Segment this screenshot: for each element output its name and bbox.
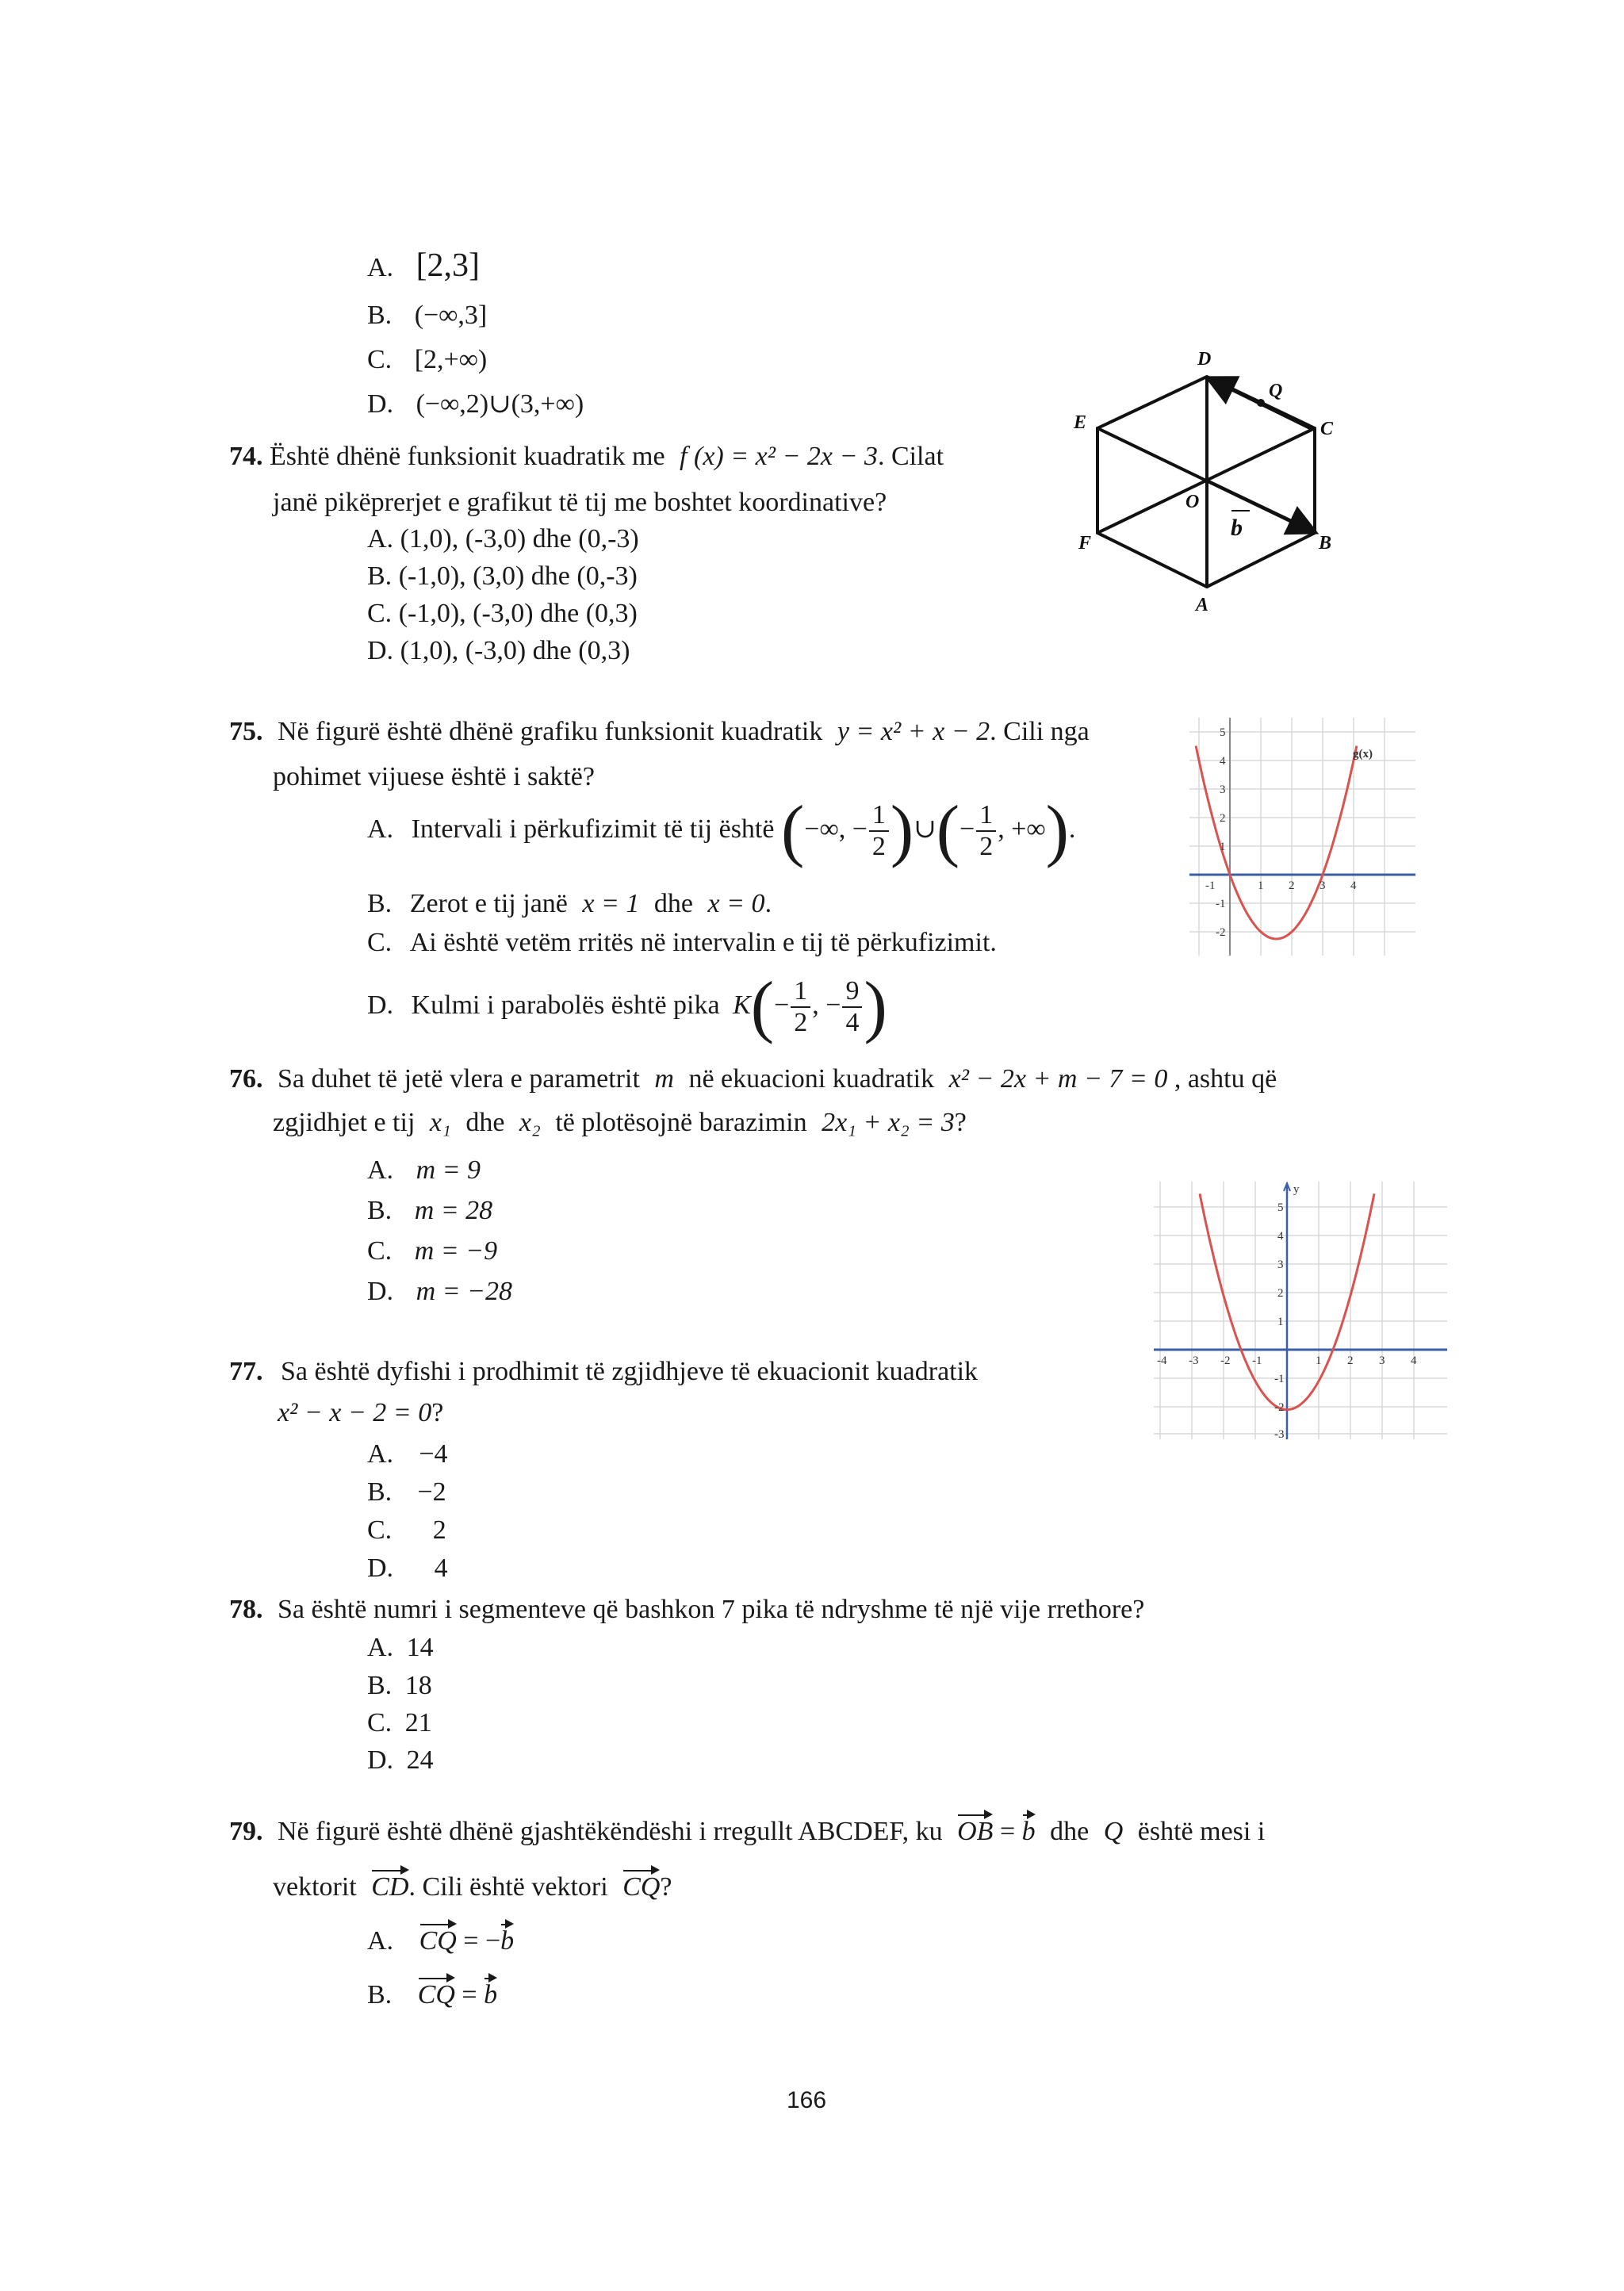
tick-y: 4 xyxy=(1277,1230,1284,1243)
q77-option-b: B. −2 xyxy=(367,1477,446,1507)
q75-option-b: B. Zerot e tij janë x = 1 dhe x = 0. xyxy=(367,889,772,918)
q73-option-c: C. [2,+∞) xyxy=(367,345,488,374)
q75-option-a: A. Intervali i përkufizimit të tij është (−∞, − $\frac{1}{2}$ )∪(− $\frac{1}{2}$ , +∞). xyxy=(367,792,1076,869)
tick-y: 4 xyxy=(1220,755,1226,768)
tick-x: 3 xyxy=(1379,1354,1385,1367)
tick-y: 5 xyxy=(1220,726,1226,739)
tick-x: -2 xyxy=(1220,1354,1231,1367)
q75-stem-line2: pohimet vijuese është i saktë? xyxy=(273,762,595,791)
q77-equation: x² − x − 2 = 0? xyxy=(278,1398,444,1427)
label-b: B xyxy=(1319,533,1332,554)
graph-gx-label: g(x) xyxy=(1353,748,1373,760)
graph-2-grid xyxy=(1154,1182,1447,1439)
label-d: D xyxy=(1197,349,1212,370)
q79-stem-line2: vektorit CD. Cili është vektori CQ? xyxy=(273,1872,672,1902)
tick-x: 2 xyxy=(1289,879,1295,892)
tick-x: -1 xyxy=(1205,879,1216,892)
tick-x: 1 xyxy=(1316,1354,1322,1367)
q76-option-a: A. m = 9 xyxy=(367,1155,481,1185)
q74-option-d: D. (1,0), (-3,0) dhe (0,3) xyxy=(367,636,630,665)
label-a: A xyxy=(1196,595,1209,615)
q76-option-d: D. m = −28 xyxy=(367,1277,513,1306)
q77-option-a: A. −4 xyxy=(367,1439,448,1469)
tick-x: 1 xyxy=(1258,879,1264,892)
q78-option-b: B. 18 xyxy=(367,1671,432,1700)
q76-option-b: B. m = 28 xyxy=(367,1196,493,1225)
tick-x: -1 xyxy=(1252,1354,1262,1367)
hexagon-figure xyxy=(1063,341,1364,626)
q77-option-d: D. 4 xyxy=(367,1554,448,1583)
tick-y: 5 xyxy=(1277,1201,1284,1214)
tick-x: 4 xyxy=(1411,1354,1417,1367)
tick-y: -2 xyxy=(1216,926,1226,939)
label-b-vector: b xyxy=(1231,515,1243,541)
q77-stem: 77. Sa është dyfishi i prodhimit të zgjidhjeve të ekuacionit kuadratik xyxy=(229,1357,979,1386)
tick-y: 2 xyxy=(1277,1287,1284,1300)
q77-option-c: C. 2 xyxy=(367,1515,446,1545)
graph-2-y-label: y xyxy=(1293,1183,1300,1196)
point-q xyxy=(1257,399,1265,407)
tick-y: 1 xyxy=(1220,841,1226,853)
tick-y: -3 xyxy=(1274,1428,1285,1439)
tick-x: 2 xyxy=(1347,1354,1354,1367)
label-c: C xyxy=(1320,419,1334,439)
tick-x: 3 xyxy=(1320,879,1326,892)
tick-x: 4 xyxy=(1350,879,1357,892)
hexagon-outline xyxy=(1097,377,1315,587)
q75-option-d: D. Kulmi i parabolës është pika K(− $\frac{1}{2}$ , − $\frac{9}{4}$ ) xyxy=(367,968,887,1045)
q75-option-c: C. Ai është vetëm rritës në intervalin e tij të përkufizimit. xyxy=(367,928,997,957)
vector-ob-arrow xyxy=(1207,481,1313,531)
q78-stem: 78. Sa është numri i segmenteve që bashkon 7 pika të ndryshme të një vije rrethore? xyxy=(229,1595,1145,1624)
q75-stem: 75. Në figurë është dhënë grafiku funksionit kuadratik y = x² + x − 2. Cili nga xyxy=(229,717,1090,746)
q79-option-a: A. CQ = −b xyxy=(367,1926,515,1956)
tick-y: -1 xyxy=(1216,898,1226,910)
label-f: F xyxy=(1078,533,1092,554)
q79-option-b: B. CQ = b xyxy=(367,1980,498,2009)
q73-option-d: D. (−∞,2)∪(3,+∞) xyxy=(367,389,584,419)
q76-option-c: C. m = −9 xyxy=(367,1236,498,1266)
q74-option-a: A. (1,0), (-3,0) dhe (0,-3) xyxy=(367,524,639,554)
q78-option-c: C. 21 xyxy=(367,1708,432,1737)
q78-option-d: D. 24 xyxy=(367,1745,434,1775)
q76-stem-line2: zgjidhjet e tij x₁ dhe x₂ të plotësojnë barazimin 2x₁ + x₂ = 3? xyxy=(273,1108,967,1137)
label-q: Q xyxy=(1269,381,1283,401)
q79-stem: 79. Në figurë është dhënë gjashtëkëndëshi i rregullt ABCDEF, ku OB = b dhe Q është mesi i xyxy=(229,1817,1266,1846)
tick-y: 2 xyxy=(1220,812,1226,825)
tick-y: 3 xyxy=(1277,1259,1284,1271)
tick-y: 1 xyxy=(1277,1316,1284,1328)
q78-option-a: A. 14 xyxy=(367,1633,434,1662)
graph-gx xyxy=(1189,718,1415,956)
q74-option-c: C. (-1,0), (-3,0) dhe (0,3) xyxy=(367,599,638,628)
q73-option-b: B. (−∞,3] xyxy=(367,301,488,330)
label-e: E xyxy=(1074,412,1087,433)
tick-y: 3 xyxy=(1220,783,1226,796)
graph-parabola-2 xyxy=(1154,1182,1447,1439)
q73-option-a: A. [2,3] xyxy=(367,247,481,284)
q76-stem: 76. Sa duhet të jetë vlera e parametrit m në ekuacioni kuadratik x² − 2x + m − 7 = 0 , ashtu që xyxy=(229,1064,1277,1094)
tick-y: -2 xyxy=(1274,1401,1285,1414)
tick-y: -1 xyxy=(1274,1373,1285,1385)
label-o: O xyxy=(1185,492,1200,512)
tick-x: -3 xyxy=(1189,1354,1199,1367)
q74-option-b: B. (-1,0), (3,0) dhe (0,-3) xyxy=(367,561,638,591)
q74-stem-line2: janë pikëprerjet e grafikut të tij me boshtet koordinative? xyxy=(273,488,887,517)
page-number: 166 xyxy=(787,2087,827,2113)
q74-stem: 74. Është dhënë funksionit kuadratik me f (x) = x² − 2x − 3. Cilat xyxy=(229,442,944,471)
tick-x: -4 xyxy=(1157,1354,1167,1367)
